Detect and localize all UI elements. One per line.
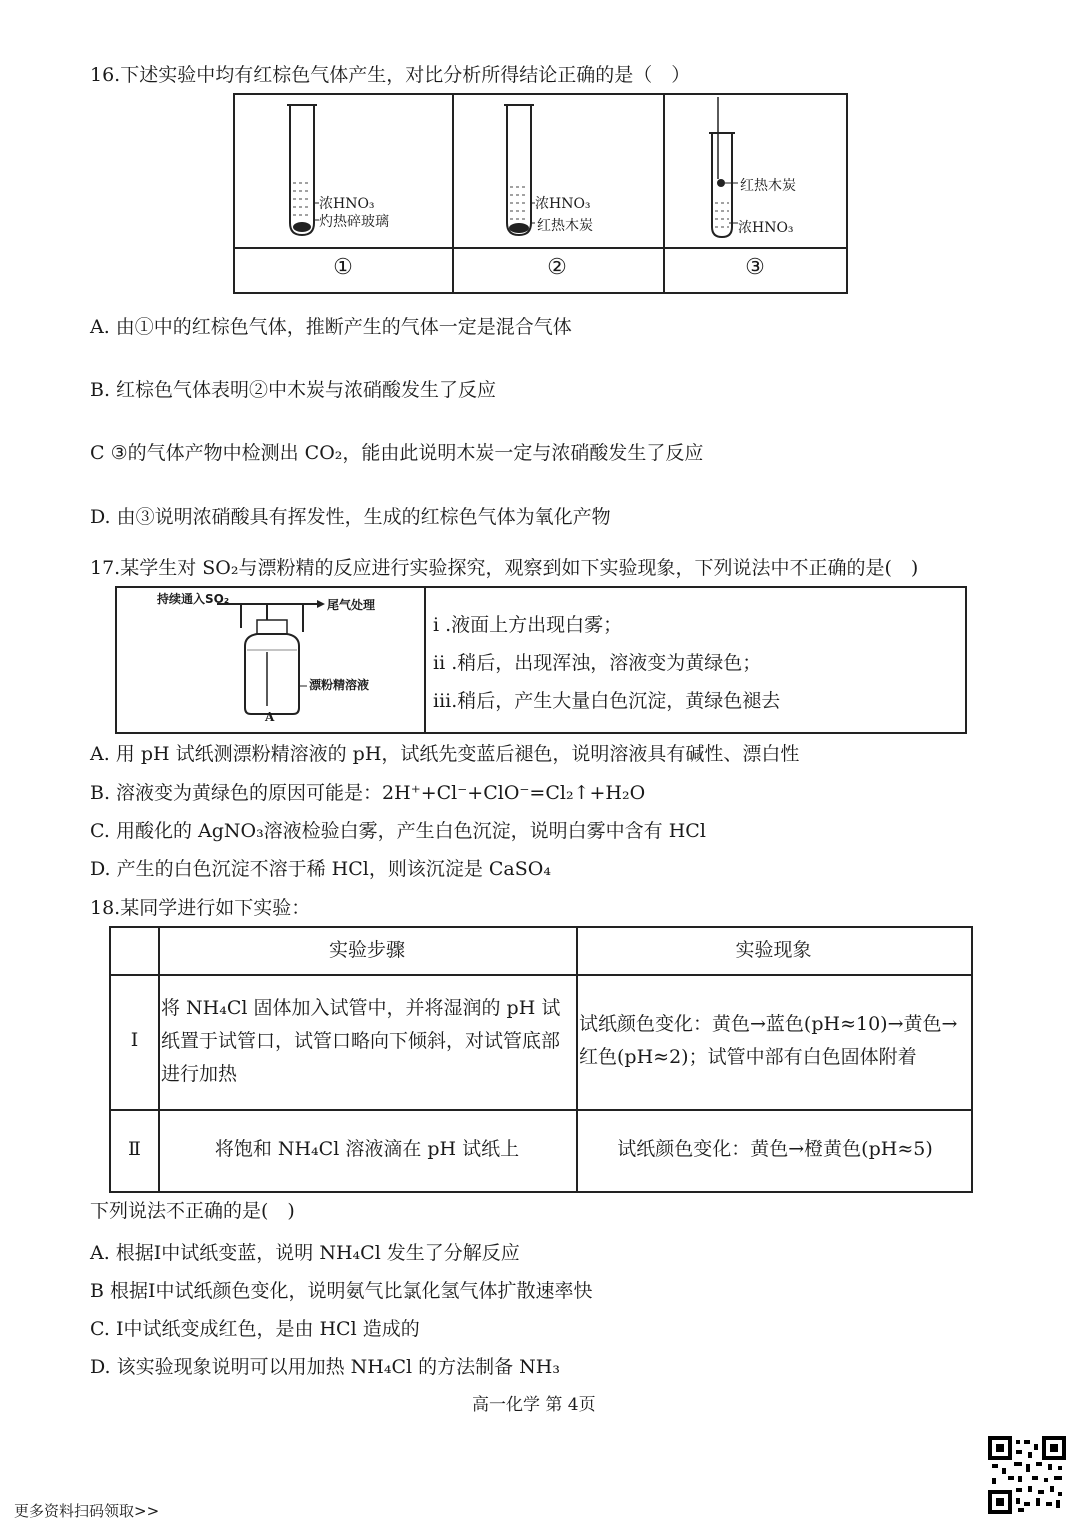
q17-stem: 17.某学生对 SO₂与漂粉精的反应进行实验探究，观察到如下实验现象，下列说法中不正确的是( ) — [90, 557, 919, 579]
apparatus-letter: A — [265, 710, 275, 724]
row-1-id: Ⅰ — [130, 1029, 139, 1051]
outlet-label: 尾气处理 — [327, 598, 376, 612]
q18-option-b: B 根据Ⅰ中试纸颜色变化，说明氨气比氯化氢气体扩散速率快 — [90, 1280, 593, 1302]
header-results: 实验现象 — [735, 939, 812, 961]
header-steps: 实验步骤 — [328, 939, 405, 961]
q16-option-d: D. 由③说明浓硝酸具有挥发性，生成的红棕色气体为氧化产物 — [90, 506, 611, 528]
tube2-acid-label: 浓HNO₃ — [535, 196, 591, 212]
test-tube-2-icon — [504, 105, 535, 235]
q18-table — [109, 926, 973, 1193]
q17-figure-table — [115, 586, 967, 734]
row-2-step: 将饱和 NH₄Cl 溶液滴在 pH 试纸上 — [214, 1138, 520, 1160]
q16-figure-table — [233, 93, 848, 294]
inlet-label: 持续通入SO₂ — [157, 592, 230, 606]
row-2-result: 试纸颜色变化：黄色→橙黄色(pH≈5) — [617, 1138, 933, 1160]
q18-question: 下列说法不正确的是( ) — [90, 1200, 295, 1222]
tube3-acid-label: 浓HNO₃ — [738, 220, 794, 236]
tube1-solid-label: 灼热碎玻璃 — [319, 214, 389, 230]
q17-option-c: C. 用酸化的 AgNO₃溶液检验白雾，产生白色沉淀，说明白雾中含有 HCl — [90, 820, 706, 842]
q16-stem: 16.下述实验中均有红棕色气体产生，对比分析所得结论正确的是（ ） — [90, 64, 691, 86]
q18-stem: 18.某同学进行如下实验： — [90, 897, 311, 919]
test-tube-1-icon — [287, 105, 319, 235]
tube3-solid-label: 红热木炭 — [740, 178, 796, 194]
q18-option-a: A. 根据Ⅰ中试纸变蓝，说明 NH₄Cl 发生了分解反应 — [90, 1242, 520, 1264]
q18-option-d: D. 该实验现象说明可以用加热 NH₄Cl 的方法制备 NH₃ — [90, 1356, 560, 1378]
q16-option-c: C ③的气体产物中检测出 CO₂，能由此说明木炭一定与浓硝酸发生了反应 — [90, 442, 704, 464]
label-1: ① — [333, 255, 353, 280]
row-2-id: Ⅱ — [128, 1138, 141, 1160]
tube2-solid-label: 红热木炭 — [537, 218, 593, 234]
q17-option-b: B. 溶液变为黄绿色的原因可能是：2H⁺+Cl⁻+ClO⁻=Cl₂↑+H₂O — [90, 782, 646, 804]
row-1-step: 将 NH₄Cl 固体加入试管中，并将湿润的 pH 试纸置于试管口，试管口略向下倾斜，对试管底部进行加热 — [161, 997, 561, 1085]
q17-option-d: D. 产生的白色沉淀不溶于稀 HCl，则该沉淀是 CaSO₄ — [90, 858, 551, 880]
solution-label: 漂粉精溶液 — [309, 678, 370, 692]
q16-option-b: B. 红棕色气体表明②中木炭与浓硝酸发生了反应 — [90, 379, 497, 401]
observation-1: i .液面上方出现白雾； — [433, 614, 623, 636]
q17-option-a: A. 用 pH 试纸测漂粉精溶液的 pH，试纸先变蓝后褪色，说明溶液具有碱性、漂白性 — [90, 743, 800, 765]
observation-3: iii.稍后，产生大量白色沉淀，黄绿色褪去 — [433, 690, 781, 712]
more-resources-link[interactable]: 更多资料扫码领取>> — [14, 1502, 160, 1520]
page-footer: 高一化学 第 4页 — [472, 1395, 596, 1415]
q16-option-a: A. 由①中的红棕色气体，推断产生的气体一定是混合气体 — [90, 316, 572, 338]
label-3: ③ — [745, 255, 765, 280]
row-1-result: 试纸颜色变化：黄色→蓝色(pH≈10)→黄色→红色(pH≈2)；试管中部有白色固体附着 — [579, 1013, 958, 1068]
qr-code-icon[interactable] — [988, 1436, 1066, 1514]
observation-2: ii .稍后，出现浑浊，溶液变为黄绿色； — [433, 652, 762, 674]
test-tube-3-icon — [709, 97, 738, 237]
label-2: ② — [547, 255, 567, 280]
q18-option-c: C. Ⅰ中试纸变成红色，是由 HCl 造成的 — [90, 1318, 420, 1340]
tube1-acid-label: 浓HNO₃ — [319, 196, 375, 212]
